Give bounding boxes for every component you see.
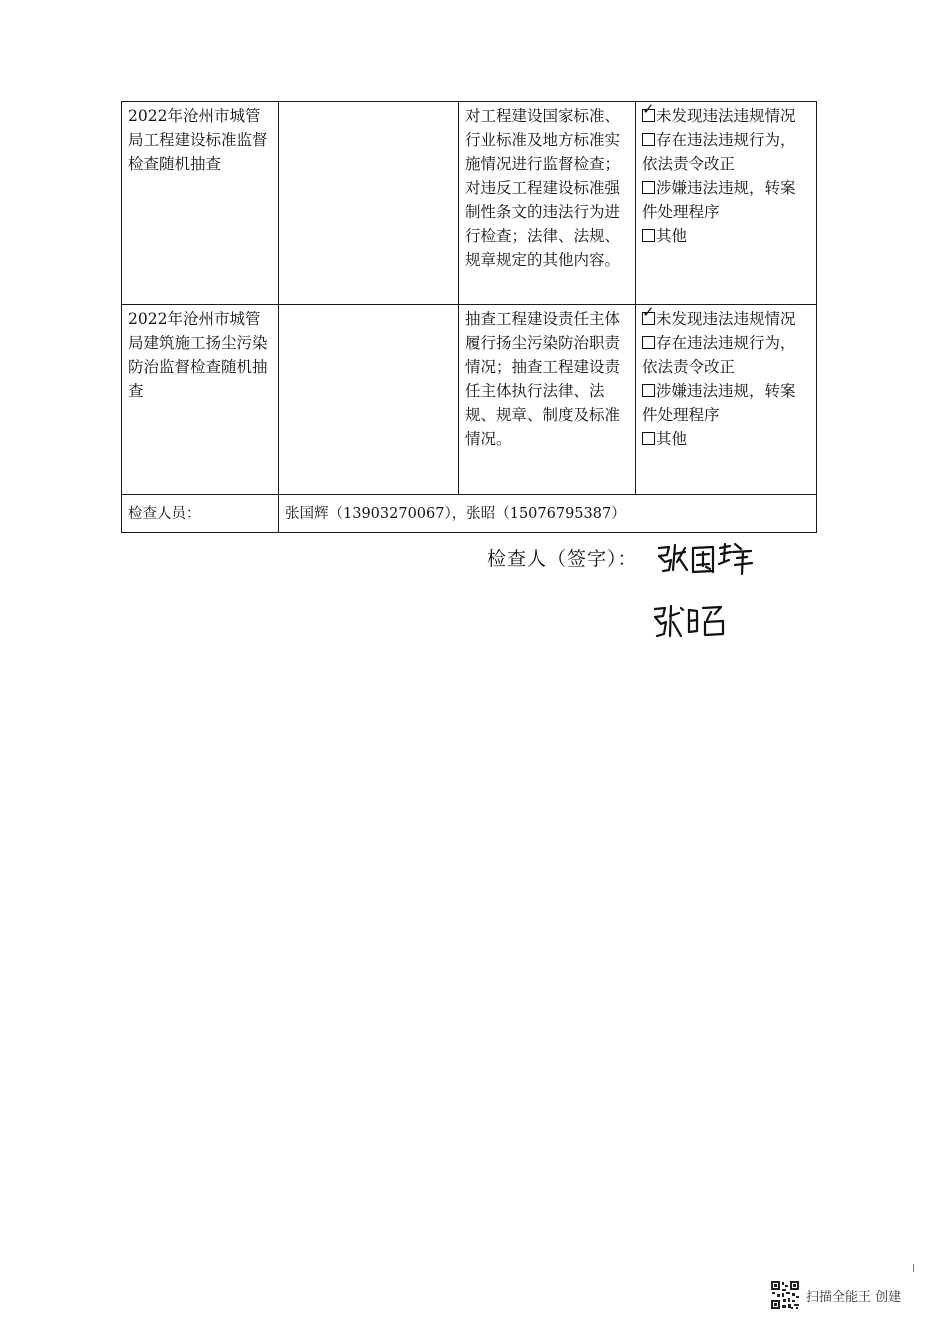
checkbox-empty-icon	[642, 181, 655, 194]
qr-code-icon	[770, 1280, 800, 1310]
result-option: 涉嫌违法违规，转案件处理程序	[642, 179, 796, 221]
checkbox-empty-icon	[642, 229, 655, 242]
inspectors-value: 张国辉（13903270067），张昭（15076795387）	[279, 495, 817, 533]
result-option: 存在违法违规行为，依法责令改正	[642, 131, 796, 173]
inspectors-label: 检查人员：	[122, 495, 279, 533]
signature-label: 检查人（签字）：	[487, 548, 638, 570]
checkbox-checked-icon: ✓	[642, 312, 655, 325]
table-row	[122, 102, 817, 305]
result-option: ✓ 未发现违法违规情况	[642, 100, 796, 125]
signature-2-handwritten	[651, 602, 731, 642]
inspection-table	[121, 101, 817, 533]
result-option: ✓ 未发现违法违规情况	[642, 303, 796, 328]
scanner-watermark	[770, 1281, 901, 1309]
empty-cell	[279, 102, 459, 305]
checkbox-empty-icon	[642, 336, 655, 349]
result-option: 涉嫌违法违规，转案件处理程序	[642, 382, 796, 424]
result-cell	[636, 305, 817, 495]
result-option: 其他	[642, 427, 810, 451]
checkbox-empty-icon	[642, 384, 655, 397]
inspectors-row	[122, 495, 817, 533]
checkbox-empty-icon	[642, 432, 655, 445]
result-cell	[636, 102, 817, 305]
empty-cell	[279, 305, 459, 495]
item-name-cell: 2022年沧州市城管局建筑施工扬尘污染防治监督检查随机抽查	[122, 305, 279, 495]
check-content-cell: 抽查工程建设责任主体履行扬尘污染防治职责情况；抽查工程建设责任主体执行法律、法规、规章、制度及标准情况。	[459, 305, 636, 495]
item-name-cell: 2022年沧州市城管局工程建设标准监督检查随机抽查	[122, 102, 279, 305]
table-row	[122, 305, 817, 495]
check-content-cell: 对工程建设国家标准、行业标准及地方标准实施情况进行监督检查；对违反工程建设标准强制性条文的违法行为进行检查；法律、法规、规章规定的其他内容。	[459, 102, 636, 305]
signature-1-handwritten	[655, 540, 755, 576]
checkbox-empty-icon	[642, 133, 655, 146]
checkbox-checked-icon: ✓	[642, 109, 655, 122]
scanner-text: 扫描全能王 创建	[806, 1289, 902, 1305]
result-option: 其他	[642, 224, 810, 248]
result-option: 存在违法违规行为，依法责令改正	[642, 334, 796, 376]
scan-edge-mark	[913, 1264, 914, 1272]
